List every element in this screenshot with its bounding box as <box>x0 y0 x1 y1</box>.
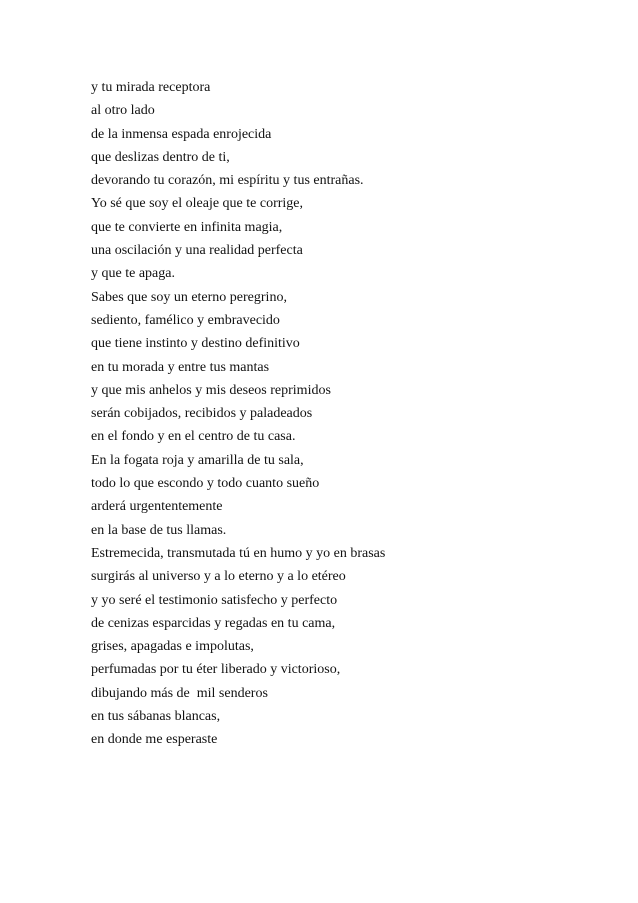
poem-line: En la fogata roja y amarilla de tu sala, <box>91 452 304 468</box>
poem-line: Sabes que soy un eterno peregrino, <box>91 289 287 305</box>
poem-line: Estremecida, transmutada tú en humo y yo en brasas <box>91 545 386 561</box>
poem-line: devorando tu corazón, mi espíritu y tus entrañas. <box>91 173 364 189</box>
poem-line: dibujando más de mil senderos <box>91 685 268 701</box>
poem-line: en tu morada y entre tus mantas <box>91 359 270 375</box>
poem-line: en el fondo y en el centro de tu casa. <box>91 429 296 445</box>
poem-line: que deslizas dentro de ti, <box>91 149 230 165</box>
poem-line: y que te apaga. <box>91 266 175 282</box>
poem-line: surgirás al universo y a lo eterno y a lo etéreo <box>91 569 346 585</box>
poem-text <box>91 76 385 752</box>
poem-line: y tu mirada receptora <box>91 80 211 95</box>
poem-line: serán cobijados, recibidos y paladeados <box>91 406 313 422</box>
poem-line: en la base de tus llamas. <box>91 522 227 538</box>
poem-line: arderá urgententemente <box>91 499 223 515</box>
poem-line: al otro lado <box>91 103 155 119</box>
poem-line: que te convierte en infinita magia, <box>91 219 283 235</box>
poem-line: en donde me esperaste <box>91 732 218 748</box>
poem-line: que tiene instinto y destino definitivo <box>91 336 300 352</box>
poem-line: y yo seré el testimonio satisfecho y perfecto <box>91 592 338 608</box>
poem-line: grises, apagadas e impolutas, <box>91 639 254 655</box>
poem-line: de la inmensa espada enrojecida <box>91 126 272 142</box>
poem-line: todo lo que escondo y todo cuanto sueño <box>91 476 320 492</box>
poem-line: una oscilación y una realidad perfecta <box>91 243 303 259</box>
poem-line: perfumadas por tu éter liberado y victorioso, <box>91 662 341 678</box>
poem-line: sediento, famélico y embravecido <box>91 312 280 328</box>
poem-line: y que mis anhelos y mis deseos reprimidos <box>91 382 331 398</box>
poem-line: en tus sábanas blancas, <box>91 709 221 725</box>
poem-line: Yo sé que soy el oleaje que te corrige, <box>91 196 304 212</box>
poem-line: de cenizas esparcidas y regadas en tu cama, <box>91 615 336 631</box>
